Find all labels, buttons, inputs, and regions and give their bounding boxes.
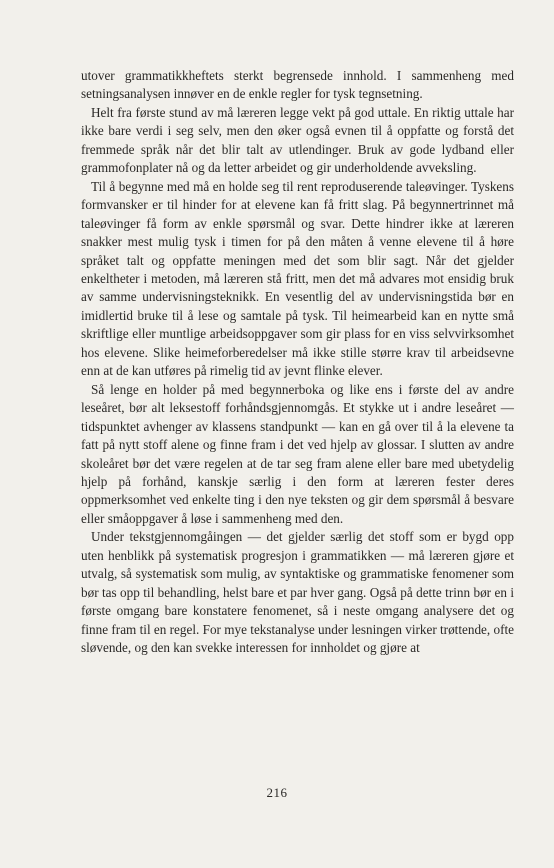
paragraph-uttale: Helt fra første stund av må læreren legge vekt på god uttale. En riktig uttale har ikke bare verdi i seg selv, men den øker også evnen til å oppfatte og forstå det fremmede språk når det blir talt av utlendinger. Bruk av gode lydband eller grammofonplater nå og da letter arbeidet og gir underholdende avveksling. xyxy=(81,104,514,176)
paragraph-taleovinger: Til å begynne med må en holde seg til rent reproduserende taleøvinger. Tyskens formvansker er til hinder for at elevene kan få fritt slag. På begynnertrinnet må taleøvinger få form av enkle spørsmål og svar. Dette hindrer ikke at læreren snakker mest mulig tysk i timen for på den måten å venne elevene til å høre språket talt og oppfatte meningen med det som blir sagt. Når det gjelder enkeltheter i metoden, må læreren stå fritt, men det må advares mot ensidig bruk av samme undervisningsteknikk. En vesentlig del av undervisningstida bør en imidlertid bruke til å lese og samtale på tysk. Til heimearbeid kan en nytte små skriftlige eller muntlige arbeidsoppgaver som gir plass for en viss selvvirksomhet hos elevene. Slike heimeforberedelser må ikke stille større krav til arbeidsevne enn at de kan utføres på rimelig tid av jevnt flinke elever. xyxy=(81,178,514,379)
body-text xyxy=(81,67,514,658)
page-number: 216 xyxy=(266,785,288,800)
paragraph-continuation: utover grammatikkheftets sterkt begrensede innhold. I sammenheng med setningsanalysen innøver en de enkle regler for tysk tegnsetning. xyxy=(81,68,514,102)
paragraph-begynnerboka: Så lenge en holder på med begynnerboka og like ens i første del av andre leseåret, bør alt leksestoff forhåndsgjennomgås. Et stykke ut i andre leseåret — tidspunktet avhenger av klassens standpunkt — kan en gå over til å la elevene ta fatt på nytt stoff alene og finne fram i det ved hjelp av glossar. I slutten av andre skoleåret bør det være regelen at de tar seg fram alene eller bare med ubetydelig hjelp på forhånd, kanskje særlig i den form at læreren fester deres oppmerksomhet ved enkelte ting i den nye teksten og gir dem spørsmål å besvare eller småoppgaver å løse i sammenheng med den. xyxy=(81,381,514,526)
paragraph-tekstgjennomgaing: Under tekstgjennomgåingen — det gjelder særlig det stoff som er bygd opp uten henblikk på systematisk progresjon i grammatikken — må læreren gjøre et utvalg, så systematisk som mulig, av syntaktiske og grammatiske fenomener som bør tas opp til behandling, helst bare et par hver gang. Også på dette trinn bør en i første omgang bare konstatere fenomenet, så i neste omgang analysere det og finne fram til en regel. For mye tekstanalyse under lesningen virker trøttende, ofte sløvende, og den kan svekke interessen for innholdet og gjøre at xyxy=(81,529,514,656)
